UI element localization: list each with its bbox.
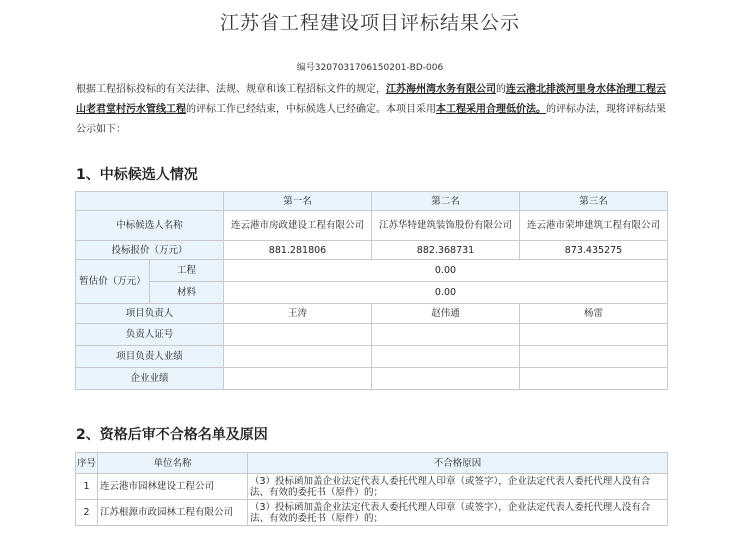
candidate-1-manager: 王涛 <box>224 304 372 324</box>
cell <box>224 346 372 368</box>
row-reason: （3）投标函加盖企业法定代表人委托代理人印章（或签字），企业法定代表人委托代理人没有合法、有效的委托书（原件）的； <box>248 474 668 500</box>
candidate-1-price: 881.281806 <box>224 241 372 260</box>
cell <box>372 324 520 346</box>
candidate-2-name: 江苏华特建筑装饰股份有限公司 <box>372 211 520 241</box>
cert-row <box>76 324 668 346</box>
provisional-material-row <box>76 282 668 304</box>
col-no-header: 序号 <box>76 453 98 474</box>
candidate-1-name: 连云港市房政建设工程有限公司 <box>224 211 372 241</box>
document-number: 编号3207031706150201-BD-006 <box>296 63 444 73</box>
performance-row <box>76 346 668 368</box>
page-title: 江苏省工程建设项目评标结果公示 <box>219 12 520 34</box>
cell <box>372 346 520 368</box>
row-company: 连云港市园林建设工程公司 <box>98 474 248 500</box>
rank-2-header: 第二名 <box>372 192 520 211</box>
manager-row <box>76 304 668 324</box>
rank-1-header: 第一名 <box>224 192 372 211</box>
engineering-value: 0.00 <box>224 260 668 282</box>
row-no: 1 <box>76 474 98 500</box>
intro-text-1: 根据工程招标投标的有关法律、法规、规章和该工程招标文件的规定， <box>76 84 386 95</box>
performance-label: 项目负责人业绩 <box>76 346 224 368</box>
material-value: 0.00 <box>224 282 668 304</box>
cell <box>520 346 668 368</box>
engineering-label: 工程 <box>150 260 224 282</box>
cell <box>224 368 372 390</box>
cert-label: 负责人证号 <box>76 324 224 346</box>
section-heading-candidates: 1、中标候选人情况 <box>76 167 198 183</box>
cell <box>224 324 372 346</box>
row-reason: （3）投标函加盖企业法定代表人委托代理人印章（或签字），企业法定代表人委托代理人没有合法、有效的委托书（原件）的； <box>248 500 668 526</box>
rank-3-header: 第三名 <box>520 192 668 211</box>
evaluation-method: 本工程采用合理低价法。 <box>436 104 546 115</box>
candidate-2-price: 882.368731 <box>372 241 520 260</box>
section-heading-disqualified: 2、资格后审不合格名单及原因 <box>76 427 268 443</box>
candidate-3-price: 873.435275 <box>520 241 668 260</box>
row-company: 江苏根源市政园林工程有限公司 <box>98 500 248 526</box>
table-row <box>76 474 668 500</box>
company-performance-row <box>76 368 668 390</box>
provisional-engineering-row <box>76 260 668 282</box>
intro-text-4: 的评标办法，现将评标结果公示如下： <box>76 104 666 135</box>
price-label: 投标报价（万元） <box>76 241 224 260</box>
intro-paragraph <box>76 80 672 140</box>
cell <box>520 324 668 346</box>
intro-text-2: 的 <box>496 84 506 95</box>
manager-label: 项目负责人 <box>76 304 224 324</box>
table-header-row <box>76 453 668 474</box>
candidate-3-name: 连云港市荣坤建筑工程有限公司 <box>520 211 668 241</box>
material-label: 材料 <box>150 282 224 304</box>
candidate-label: 中标候选人名称 <box>76 211 224 241</box>
candidate-3-manager: 杨雷 <box>520 304 668 324</box>
col-reason-header: 不合格原因 <box>248 453 668 474</box>
candidate-row <box>76 211 668 241</box>
disqualified-table <box>75 452 668 526</box>
cell <box>372 368 520 390</box>
provisional-label: 暂估价（万元） <box>76 260 150 304</box>
company-performance-label: 企业业绩 <box>76 368 224 390</box>
header-blank <box>76 192 224 211</box>
agency-name: 江苏海州湾水务有限公司 <box>386 84 496 95</box>
cell <box>520 368 668 390</box>
project-name: 连云港北排淡河里身水体治理工程云山老君堂村污水管线工程 <box>76 84 666 115</box>
candidate-2-manager: 赵伟通 <box>372 304 520 324</box>
table-header-row <box>76 192 668 211</box>
row-no: 2 <box>76 500 98 526</box>
price-row <box>76 241 668 260</box>
intro-text-3: 的评标工作已经结束，中标候选人已经确定。本项目采用 <box>186 104 436 115</box>
candidates-table <box>75 191 668 390</box>
col-name-header: 单位名称 <box>98 453 248 474</box>
table-row <box>76 500 668 526</box>
